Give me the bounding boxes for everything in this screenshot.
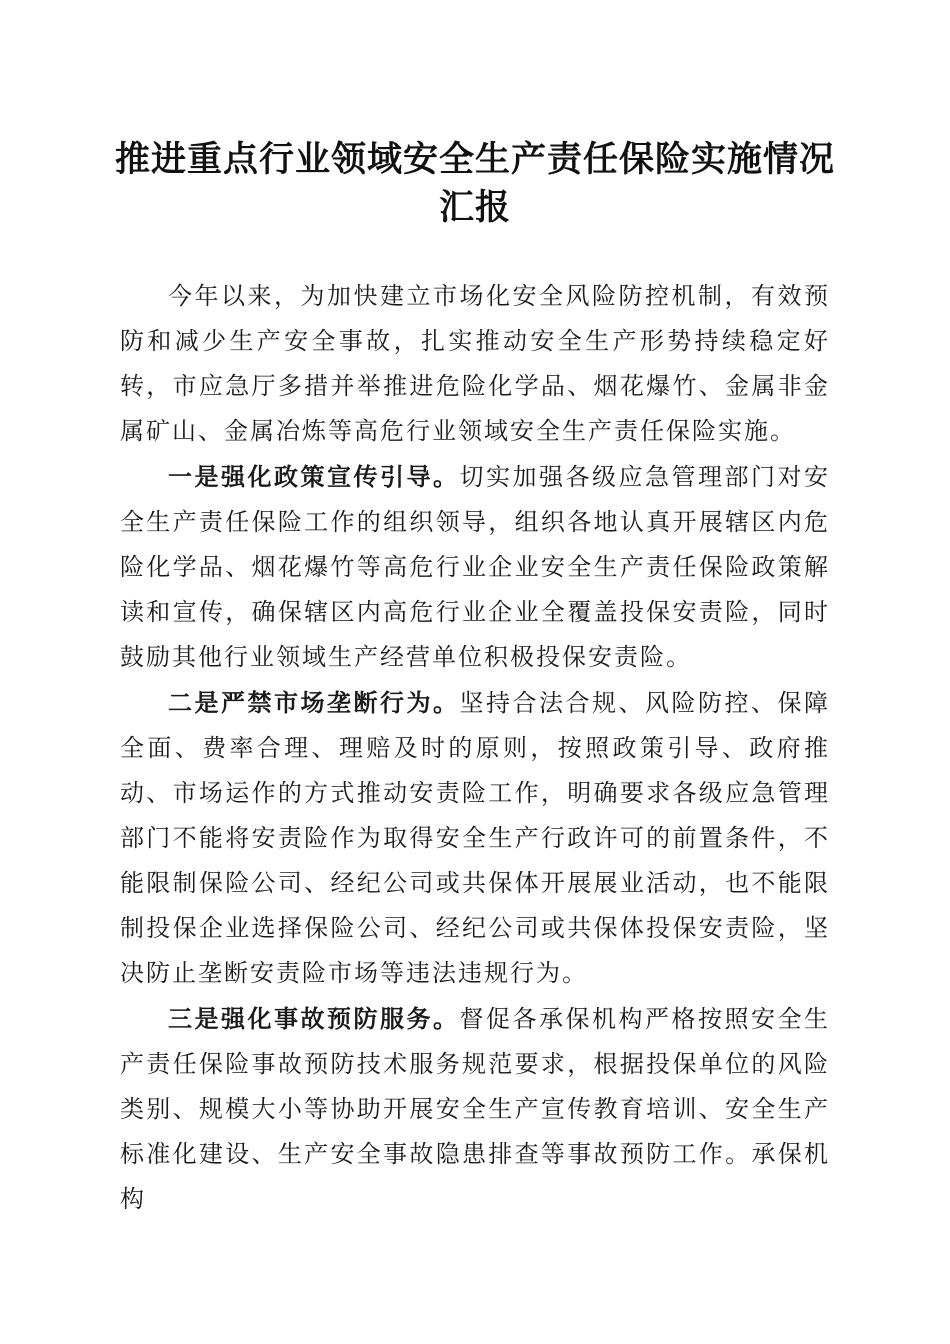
paragraph-text: 切实加强各级应急管理部门对安全生产责任保险工作的组织领导，组织各地认真开展辖区内危险化学品、烟花爆竹等高危行业企业安全生产责任保险政策解读和宣传，确保辖区内高危行业企业全覆盖投保安责险，同时鼓励其他行业领域生产经营单位积极投保安责险。 <box>120 463 830 671</box>
paragraph-accident-prevention <box>120 996 830 1222</box>
paragraph-policy-publicity <box>120 454 830 680</box>
paragraph-market-monopoly <box>120 680 830 996</box>
paragraph-lead: 一是强化政策宣传引导。 <box>168 462 460 491</box>
document-body <box>120 274 830 1222</box>
paragraph-lead: 二是严禁市场垄断行为。 <box>168 688 460 717</box>
paragraph-text: 坚持合法合规、风险防控、保障全面、费率合理、理赔及时的原则，按照政策引导、政府推动、市场运作的方式推动安责险工作，明确要求各级应急管理部门不能将安责险作为取得安全生产行政许可的前置条件，不能限制保险公司、经纪公司或共保体开展展业活动，也不能限制投保企业选择保险公司、经纪公司或共保体投保安责险，坚决防止垄断安责险市场等违法违规行为。 <box>120 689 830 987</box>
paragraph-intro <box>120 274 830 454</box>
title-line-1: 推进重点行业领域安全生产责任保险实施情况 <box>114 139 835 180</box>
paragraph-text: 督促各承保机构严格按照安全生产责任保险事故预防技术服务规范要求，根据投保单位的风险类别、规模大小等协助开展安全生产宣传教育培训、安全生产标准化建设、生产安全事故隐患排查等事故预防工作。承保机构 <box>120 1005 830 1213</box>
title-line-2: 汇报 <box>438 187 511 228</box>
document-title <box>100 136 850 232</box>
paragraph-lead: 三是强化事故预防服务。 <box>168 1004 460 1033</box>
paragraph-text: 今年以来，为加快建立市场化安全风险防控机制，有效预防和减少生产安全事故，扎实推动安全生产形势持续稳定好转，市应急厅多措并举推进危险化学品、烟花爆竹、金属非金属矿山、金属冶炼等高危行业领域安全生产责任保险实施。 <box>120 282 830 445</box>
